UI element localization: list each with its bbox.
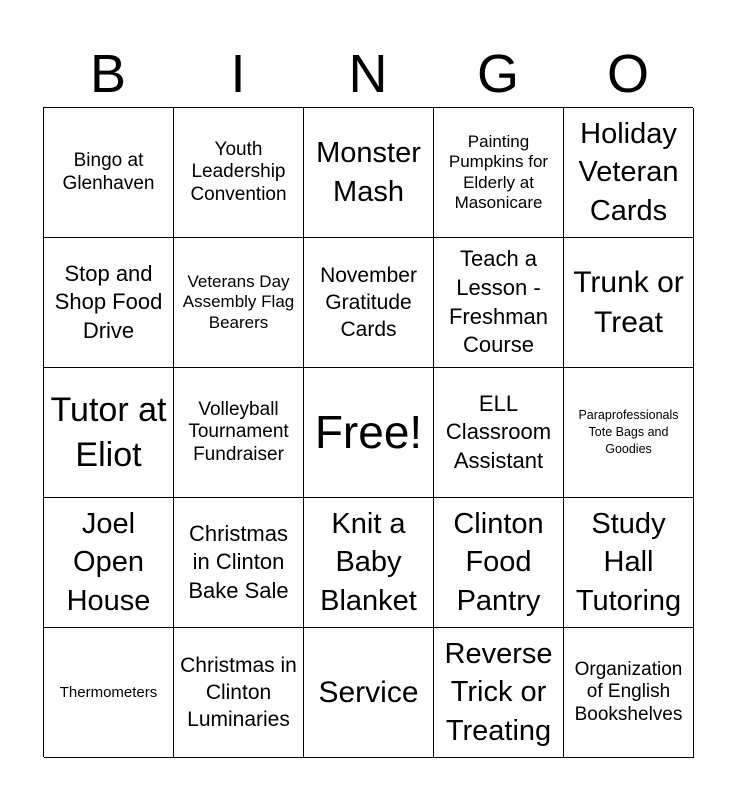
bingo-cell[interactable]: Service <box>304 628 434 758</box>
free-space[interactable]: Free! <box>304 368 434 498</box>
bingo-cell[interactable]: Reverse Trick or Treating <box>434 628 564 758</box>
bingo-cell[interactable]: Paraprofessionals Tote Bags and Goodies <box>564 368 694 498</box>
bingo-cell[interactable]: Joel Open House <box>44 498 174 628</box>
bingo-cell[interactable]: Youth Leadership Convention <box>174 108 304 238</box>
bingo-cell[interactable]: Painting Pumpkins for Elderly at Masonicare <box>434 108 564 238</box>
bingo-cell[interactable]: ELL Classroom Assistant <box>434 368 564 498</box>
bingo-cell[interactable]: November Gratitude Cards <box>304 238 434 368</box>
bingo-cell[interactable]: Volleyball Tournament Fundraiser <box>174 368 304 498</box>
bingo-cell[interactable]: Teach a Lesson - Freshman Course <box>434 238 564 368</box>
bingo-cell[interactable]: Knit a Baby Blanket <box>304 498 434 628</box>
bingo-cell[interactable]: Holiday Veteran Cards <box>564 108 694 238</box>
bingo-cell[interactable]: Monster Mash <box>304 108 434 238</box>
bingo-header <box>43 40 693 108</box>
bingo-cell[interactable]: Tutor at Eliot <box>44 368 174 498</box>
bingo-cell[interactable]: Clinton Food Pantry <box>434 498 564 628</box>
bingo-cell[interactable]: Bingo at Glenhaven <box>44 108 174 238</box>
header-letter-i: I <box>230 44 246 104</box>
bingo-cell[interactable]: Study Hall Tutoring <box>564 498 694 628</box>
bingo-cell[interactable]: Veterans Day Assembly Flag Bearers <box>174 238 304 368</box>
bingo-cell[interactable]: Christmas in Clinton Luminaries <box>174 628 304 758</box>
bingo-cell[interactable]: Organization of English Bookshelves <box>564 628 694 758</box>
header-letter-g: G <box>476 44 519 104</box>
bingo-cell[interactable]: Trunk or Treat <box>564 238 694 368</box>
bingo-cell[interactable]: Christmas in Clinton Bake Sale <box>174 498 304 628</box>
bingo-cell[interactable]: Stop and Shop Food Drive <box>44 238 174 368</box>
header-letter-b: B <box>89 44 127 104</box>
header-letter-n: N <box>348 44 388 104</box>
bingo-cell[interactable]: Thermometers <box>44 628 174 758</box>
header-letter-o: O <box>606 44 649 104</box>
bingo-board <box>43 107 693 757</box>
